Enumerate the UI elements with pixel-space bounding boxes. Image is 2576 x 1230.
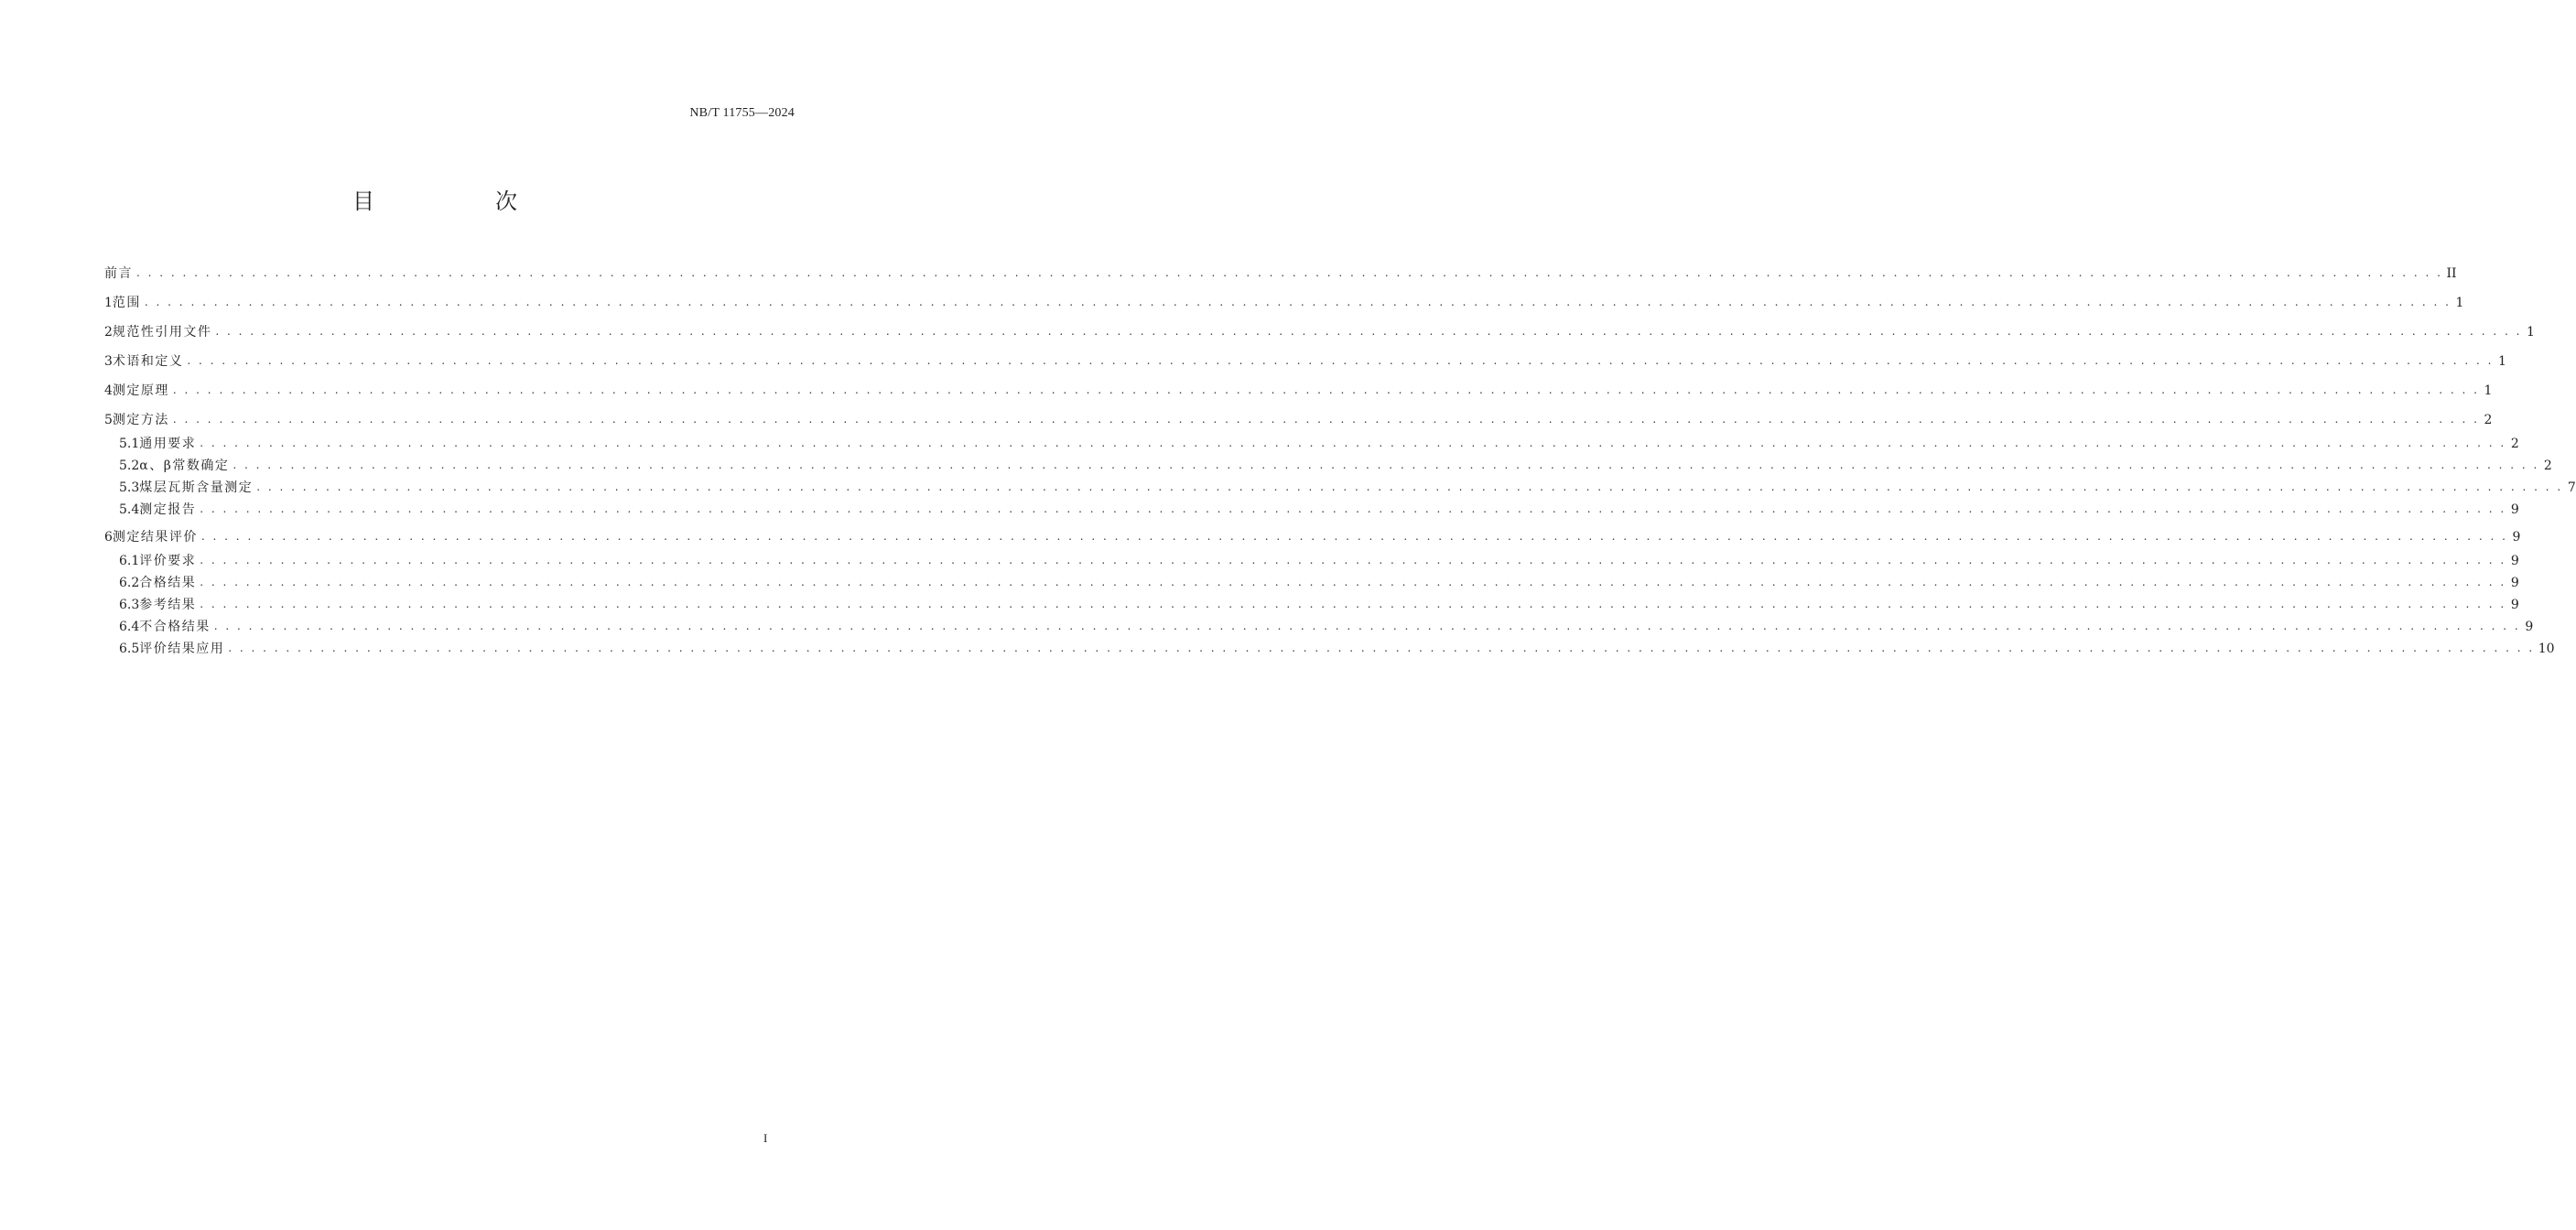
toc-entry[interactable] [104,295,2464,311]
toc-entry-number: 2 [104,325,113,340]
toc-leader-dots: . . . . . . . . . . . . . . . . . . . . . . . . . . . . . . . . . . . . . . . . . . . . . . . . . . . . . . . . . . . . . . . . . . . . . . . . . . . . . . . . . . . . . . . . . . . . . . . . . . . . . . . . . . . . . . . . . . . . . . . . . . . . . . . . . . . . . . . . . . . . . . . . . . . . . . . . . . . . . . . . . . . . . . . . . . . . . . . . . . . . . . . . . . . . . . . . . . . . . . . . [200,437,2506,449]
toc-entry-label: 煤层瓦斯含量测定 [139,480,254,495]
toc-entry-number: 5.4 [119,502,140,517]
toc-entry-label: 合格结果 [139,576,197,590]
toc-entry-page: 9 [2510,502,2519,517]
standard-code: NB/T 11755—2024 [689,106,795,120]
toc-leader-dots: . . . . . . . . . . . . . . . . . . . . . . . . . . . . . . . . . . . . . . . . . . . . . . . . . . . . . . . . . . . . . . . . . . . . . . . . . . . . . . . . . . . . . . . . . . . . . . . . . . . . . . . . . . . . . . . . . . . . . . . . . . . . . . . . . . . . . . . . . . . . . . . . . . . . . . . . . . . . . . . . . . . . . . . . . . . . . . . . . . . . . . . . . . . . . . . . . . . . . . . . [187,354,2494,367]
toc-entry[interactable] [119,502,2519,518]
toc-entry-page: 1 [2526,325,2535,340]
toc-entry[interactable] [119,619,2534,635]
toc-entry-page: 1 [2455,296,2464,310]
toc-entry-label: 规范性引用文件 [112,325,212,340]
toc-entry-page: 2 [2484,413,2493,427]
toc-leader-dots: . . . . . . . . . . . . . . . . . . . . . . . . . . . . . . . . . . . . . . . . . . . . . . . . . . . . . . . . . . . . . . . . . . . . . . . . . . . . . . . . . . . . . . . . . . . . . . . . . . . . . . . . . . . . . . . . . . . . . . . . . . . . . . . . . . . . . . . . . . . . . . . . . . . . . . . . . . . . . . . . . . . . . . . . . . . . . . . . . . . . . . . . . . . . . . . . . . . . . . . . [136,266,2443,279]
toc-entry-label: 测定报告 [139,502,197,517]
toc-entry-number: 6.1 [119,554,140,568]
toc-entry-page: 7 [2567,480,2576,495]
toc-entry-page: 9 [2510,554,2519,568]
toc-entry-number: 5 [104,413,113,427]
toc-entry[interactable] [119,575,2519,591]
toc-leader-dots: . . . . . . . . . . . . . . . . . . . . . . . . . . . . . . . . . . . . . . . . . . . . . . . . . . . . . . . . . . . . . . . . . . . . . . . . . . . . . . . . . . . . . . . . . . . . . . . . . . . . . . . . . . . . . . . . . . . . . . . . . . . . . . . . . . . . . . . . . . . . . . . . . . . . . . . . . . . . . . . . . . . . . . . . . . . . . . . . . . . . . . . . . . . . . . . . . . . . . . . . [256,480,2563,493]
toc-leader-dots: . . . . . . . . . . . . . . . . . . . . . . . . . . . . . . . . . . . . . . . . . . . . . . . . . . . . . . . . . . . . . . . . . . . . . . . . . . . . . . . . . . . . . . . . . . . . . . . . . . . . . . . . . . . . . . . . . . . . . . . . . . . . . . . . . . . . . . . . . . . . . . . . . . . . . . . . . . . . . . . . . . . . . . . . . . . . . . . . . . . . . . . . . . . . . . . . . . . . . . . . [200,598,2506,610]
toc-entry[interactable] [119,480,2576,496]
toc-entry-label: 不合格结果 [139,620,211,634]
toc-leader-dots: . . . . . . . . . . . . . . . . . . . . . . . . . . . . . . . . . . . . . . . . . . . . . . . . . . . . . . . . . . . . . . . . . . . . . . . . . . . . . . . . . . . . . . . . . . . . . . . . . . . . . . . . . . . . . . . . . . . . . . . . . . . . . . . . . . . . . . . . . . . . . . . . . . . . . . . . . . . . . . . . . . . . . . . . . . . . . . . . . . . . . . . . . . . . . . . . . . . . . . . . [172,383,2480,396]
toc-entry[interactable] [104,324,2535,340]
toc-entry-page: 9 [2510,598,2519,612]
toc-entry-page: II [2446,266,2457,281]
toc-entry-label: α、β常数确定 [139,459,230,473]
toc-entry[interactable] [104,383,2493,399]
toc-entry-page: 9 [2510,576,2519,590]
toc-entry-page: 10 [2538,642,2555,656]
toc-entry[interactable] [104,529,2521,545]
toc-entry[interactable] [119,553,2519,569]
toc-leader-dots: . . . . . . . . . . . . . . . . . . . . . . . . . . . . . . . . . . . . . . . . . . . . . . . . . . . . . . . . . . . . . . . . . . . . . . . . . . . . . . . . . . . . . . . . . . . . . . . . . . . . . . . . . . . . . . . . . . . . . . . . . . . . . . . . . . . . . . . . . . . . . . . . . . . . . . . . . . . . . . . . . . . . . . . . . . . . . . . . . . . . . . . . . . . . . . . . . . . . . . . . [200,554,2506,566]
toc-entry-label: 范围 [112,296,141,310]
toc-leader-dots: . . . . . . . . . . . . . . . . . . . . . . . . . . . . . . . . . . . . . . . . . . . . . . . . . . . . . . . . . . . . . . . . . . . . . . . . . . . . . . . . . . . . . . . . . . . . . . . . . . . . . . . . . . . . . . . . . . . . . . . . . . . . . . . . . . . . . . . . . . . . . . . . . . . . . . . . . . . . . . . . . . . . . . . . . . . . . . . . . . . . . . . . . . . . . . . . . . . . . . . . [200,502,2506,515]
toc-entry-label: 通用要求 [139,437,197,451]
toc-leader-dots: . . . . . . . . . . . . . . . . . . . . . . . . . . . . . . . . . . . . . . . . . . . . . . . . . . . . . . . . . . . . . . . . . . . . . . . . . . . . . . . . . . . . . . . . . . . . . . . . . . . . . . . . . . . . . . . . . . . . . . . . . . . . . . . . . . . . . . . . . . . . . . . . . . . . . . . . . . . . . . . . . . . . . . . . . . . . . . . . . . . . . . . . . . . . . . . . . . . . . . . . [172,413,2480,426]
toc-entry-number: 5.2 [119,459,140,473]
toc-entry[interactable] [119,597,2519,613]
toc-entry-label: 评价要求 [139,554,197,568]
toc-entry-page: 9 [2525,620,2534,634]
toc-entry-number: 1 [104,296,113,310]
toc-entry-number: 5.3 [119,480,140,495]
toc-leader-dots: . . . . . . . . . . . . . . . . . . . . . . . . . . . . . . . . . . . . . . . . . . . . . . . . . . . . . . . . . . . . . . . . . . . . . . . . . . . . . . . . . . . . . . . . . . . . . . . . . . . . . . . . . . . . . . . . . . . . . . . . . . . . . . . . . . . . . . . . . . . . . . . . . . . . . . . . . . . . . . . . . . . . . . . . . . . . . . . . . . . . . . . . . . . . . . . . . . . . . . . . [200,530,2508,543]
page-number: I [763,1131,768,1145]
toc-entry[interactable] [104,353,2506,370]
toc-entry-number: 3 [104,354,113,369]
toc-entry-number: 4 [104,383,113,398]
toc-entry-label: 测定方法 [112,413,169,427]
toc-entry[interactable] [104,412,2493,428]
toc-entry-label: 评价结果应用 [139,642,225,656]
toc-entry-page: 2 [2543,459,2552,473]
toc-entry-number: 6.4 [119,620,140,634]
toc-entry-number: 6.3 [119,598,140,612]
toc-entry-page: 9 [2512,530,2521,545]
toc-entry[interactable] [104,265,2457,282]
toc-entry-number: 5.1 [119,437,140,451]
toc-entry[interactable] [119,458,2552,474]
toc-entry-number: 6 [104,530,113,545]
toc-entry-page: 1 [2497,354,2506,369]
toc-entry-label: 测定结果评价 [112,530,198,545]
toc-leader-dots: . . . . . . . . . . . . . . . . . . . . . . . . . . . . . . . . . . . . . . . . . . . . . . . . . . . . . . . . . . . . . . . . . . . . . . . . . . . . . . . . . . . . . . . . . . . . . . . . . . . . . . . . . . . . . . . . . . . . . . . . . . . . . . . . . . . . . . . . . . . . . . . . . . . . . . . . . . . . . . . . . . . . . . . . . . . . . . . . . . . . . . . . . . . . . . . . . . . . . . . . [200,576,2506,588]
toc-entry-number: 6.5 [119,642,140,656]
toc-leader-dots: . . . . . . . . . . . . . . . . . . . . . . . . . . . . . . . . . . . . . . . . . . . . . . . . . . . . . . . . . . . . . . . . . . . . . . . . . . . . . . . . . . . . . . . . . . . . . . . . . . . . . . . . . . . . . . . . . . . . . . . . . . . . . . . . . . . . . . . . . . . . . . . . . . . . . . . . . . . . . . . . . . . . . . . . . . . . . . . . . . . . . . . . . . . . . . . . . . . . . . . . [144,296,2452,308]
toc-leader-dots: . . . . . . . . . . . . . . . . . . . . . . . . . . . . . . . . . . . . . . . . . . . . . . . . . . . . . . . . . . . . . . . . . . . . . . . . . . . . . . . . . . . . . . . . . . . . . . . . . . . . . . . . . . . . . . . . . . . . . . . . . . . . . . . . . . . . . . . . . . . . . . . . . . . . . . . . . . . . . . . . . . . . . . . . . . . . . . . . . . . . . . . . . . . . . . . . . . . . . . . . [213,620,2521,632]
toc-entry[interactable] [119,641,2555,657]
toc-leader-dots: . . . . . . . . . . . . . . . . . . . . . . . . . . . . . . . . . . . . . . . . . . . . . . . . . . . . . . . . . . . . . . . . . . . . . . . . . . . . . . . . . . . . . . . . . . . . . . . . . . . . . . . . . . . . . . . . . . . . . . . . . . . . . . . . . . . . . . . . . . . . . . . . . . . . . . . . . . . . . . . . . . . . . . . . . . . . . . . . . . . . . . . . . . . . . . . . . . . . . . . . [215,325,2522,338]
toc-leader-dots: . . . . . . . . . . . . . . . . . . . . . . . . . . . . . . . . . . . . . . . . . . . . . . . . . . . . . . . . . . . . . . . . . . . . . . . . . . . . . . . . . . . . . . . . . . . . . . . . . . . . . . . . . . . . . . . . . . . . . . . . . . . . . . . . . . . . . . . . . . . . . . . . . . . . . . . . . . . . . . . . . . . . . . . . . . . . . . . . . . . . . . . . . . . . . . . . . . . . . . . . [233,459,2539,471]
toc-entry-number: 6.2 [119,576,140,590]
toc-entry[interactable] [119,436,2519,452]
toc-entry-label: 前言 [104,266,133,281]
toc-entry-page: 1 [2484,383,2493,398]
toc-entry-label: 参考结果 [139,598,197,612]
toc-leader-dots: . . . . . . . . . . . . . . . . . . . . . . . . . . . . . . . . . . . . . . . . . . . . . . . . . . . . . . . . . . . . . . . . . . . . . . . . . . . . . . . . . . . . . . . . . . . . . . . . . . . . . . . . . . . . . . . . . . . . . . . . . . . . . . . . . . . . . . . . . . . . . . . . . . . . . . . . . . . . . . . . . . . . . . . . . . . . . . . . . . . . . . . . . . . . . . . . . . . . . . . . [228,642,2535,654]
page-title: 目 次 [352,189,567,214]
toc-entry-page: 2 [2510,437,2519,451]
toc-entry-label: 术语和定义 [112,354,184,369]
toc-entry-label: 测定原理 [112,383,169,398]
